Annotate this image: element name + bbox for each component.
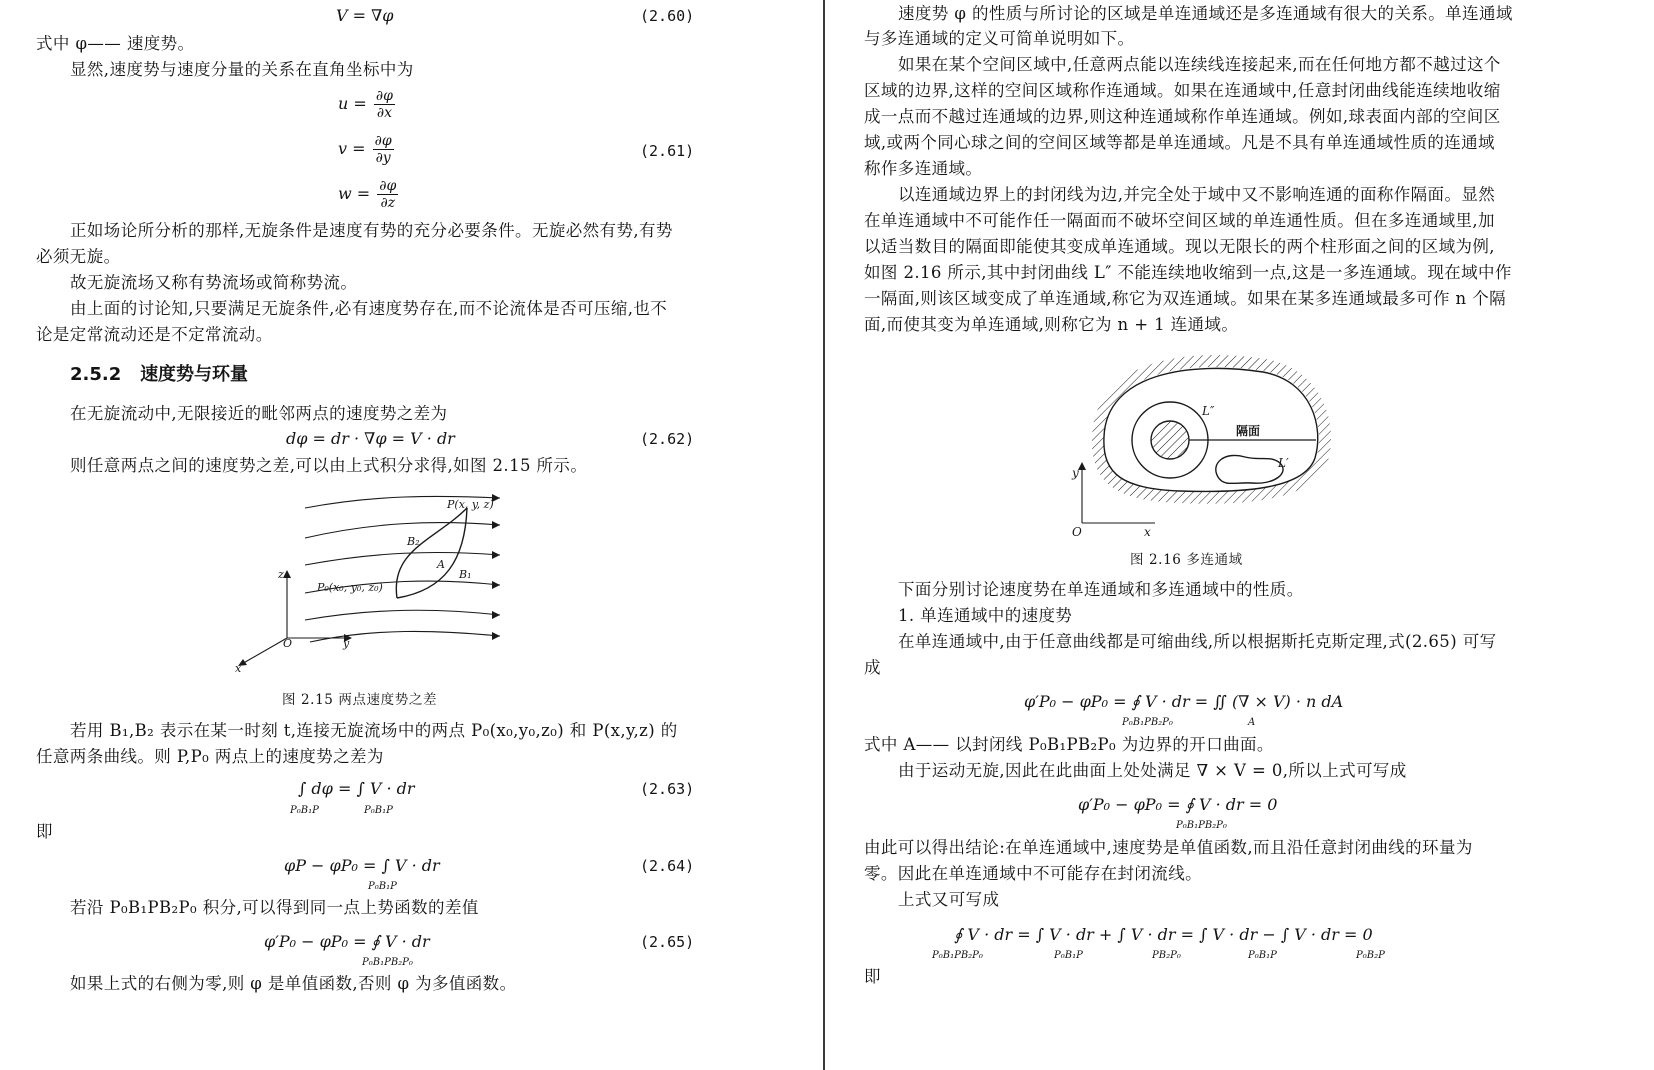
paragraph: 则任意两点之间的速度势之差,可以由上式积分求得,如图 2.15 所示。 <box>70 456 588 475</box>
x-axis <box>240 638 287 665</box>
paragraph: 若沿 P₀B₁PB₂P₀ 积分,可以得到同一点上势函数的差值 <box>70 898 479 917</box>
inner-cylinder <box>1151 421 1189 459</box>
section-number: 2.5.2 <box>70 364 122 385</box>
equation-w: w = $\frac{\partial\varphi}{\partial z}$ <box>338 178 397 211</box>
equation-2-65: φ′P₀ − φP₀ = ∮ V · dr <box>264 932 430 951</box>
section-title: 速度势与环量 <box>140 364 249 385</box>
paragraph: 成 <box>864 658 881 677</box>
equation-zero: φ′P₀ − φP₀ = ∮ V · dr = 0 <box>1078 795 1278 814</box>
subsection-heading: 1. 单连通域中的速度势 <box>898 606 1073 625</box>
outer-boundary <box>1104 368 1318 491</box>
paragraph: 域,或两个同心球之间的空间区域等都是单连通域。凡是不具有单连通域性质的连通域 <box>864 133 1495 152</box>
integral-limit: P₀B₂P <box>1356 950 1385 961</box>
label-b2: B₂ <box>407 535 420 548</box>
label-l1: L′ <box>1278 456 1289 470</box>
fraction: $\frac{\partial\varphi}{\partial x}$ <box>375 88 393 121</box>
label-y: y <box>343 637 350 650</box>
paragraph: 上式又可写成 <box>898 890 1000 909</box>
curve-l1 <box>1216 455 1283 483</box>
label-o: O <box>283 637 293 650</box>
integral-limit: P₀B₁P <box>1054 950 1083 961</box>
label-x: x <box>235 662 242 675</box>
integral-limit: P₀B₁P <box>364 805 393 816</box>
label-x: x <box>1144 525 1151 539</box>
paragraph: 以适当数目的隔面即能使其变成单连通域。现以无限长的两个柱形面之间的区域为例, <box>864 237 1495 256</box>
label-a: A <box>437 558 445 571</box>
outer-hatch <box>1098 361 1325 498</box>
integral-limit: P₀B₁PB₂P₀ <box>1176 820 1227 831</box>
label-barrier: 隔面 <box>1236 424 1261 438</box>
arrowhead <box>283 570 291 578</box>
section-heading <box>70 364 248 386</box>
paragraph: 以连通域边界上的封闭线为边,并完全处于域中又不影响连通的面称作隔面。显然 <box>898 185 1496 204</box>
streamline <box>305 523 500 538</box>
arrowhead <box>492 581 500 589</box>
figure-2-16 <box>1060 345 1340 540</box>
label-y: y <box>1072 466 1079 480</box>
right-page <box>828 0 1654 1070</box>
equation-2-62: dφ = dr · ∇φ = V · dr <box>286 429 455 448</box>
label-p0: P₀(x₀, y₀, z₀) <box>317 581 383 594</box>
fraction: $\frac{\partial\varphi}{\partial y}$ <box>374 133 392 166</box>
integral-limit: P₀B₁PB₂P₀ <box>362 957 413 968</box>
integral-limit: P₀B₁PB₂P₀ <box>1122 717 1173 728</box>
paragraph: 故无旋流场又称有势流场或简称势流。 <box>70 273 358 292</box>
equation-2-64: φP − φP₀ = ∫ V · dr <box>284 856 440 875</box>
label-z: z <box>278 568 284 581</box>
equation-number: (2.64) <box>640 857 695 875</box>
equation-last: ∮ V · dr = ∫ V · dr + ∫ V · dr = ∫ V · dr − ∫ V · dr = 0 <box>954 925 1373 944</box>
figure-caption: 图 2.16 多连通域 <box>1130 552 1243 568</box>
label-l2: L″ <box>1202 404 1215 418</box>
paragraph: 一隔面,则该区域变成了单连通域,称它为双连通域。如果在某多连通域最多可作 n 个隔 <box>864 289 1507 308</box>
integral-limit: P₀B₁P <box>290 805 319 816</box>
paragraph: 即 <box>864 967 881 986</box>
paragraph: 式中 φ—— 速度势。 <box>36 34 195 53</box>
arrowhead <box>492 521 500 529</box>
paragraph: 零。因此在单连通域中不可能存在封闭流线。 <box>864 864 1202 883</box>
arrowhead <box>492 611 500 619</box>
integral-limit: P₀B₁PB₂P₀ <box>932 950 983 961</box>
equation-stokes: φ′P₀ − φP₀ = ∮ V · dr = ∬ (∇ × V) · n dA <box>1024 692 1344 711</box>
paragraph: 下面分别讨论速度势在单连通域和多连通域中的性质。 <box>898 580 1304 599</box>
equation-u: u = $\frac{\partial\varphi}{\partial x}$ <box>338 88 393 121</box>
arrowhead <box>1078 462 1086 470</box>
paragraph: 由上面的讨论知,只要满足无旋条件,必有速度势存在,而不论流体是否可压缩,也不 <box>70 299 668 318</box>
left-page <box>0 0 820 1070</box>
streamline <box>305 610 500 620</box>
paragraph: 正如场论所分析的那样,无旋条件是速度有势的充分必要条件。无旋必然有势,有势 <box>70 221 673 240</box>
equation-number: (2.62) <box>640 430 695 448</box>
paragraph: 成一点而不越过连通域的边界,则这种连通域称作单连通域。例如,球表面内部的空间区 <box>864 107 1501 126</box>
paragraph: 由于运动无旋,因此在此曲面上处处满足 ∇ × V = 0,所以上式可写成 <box>898 761 1407 780</box>
paragraph: 面,而使其变为单连通域,则称它为 n + 1 连通域。 <box>864 315 1239 334</box>
arrowhead <box>492 632 500 640</box>
paragraph: 显然,速度势与速度分量的关系在直角坐标中为 <box>70 60 414 79</box>
integral-limit: P₀B₁P <box>1248 950 1277 961</box>
label-o: O <box>1072 525 1082 539</box>
equation-number: (2.60) <box>640 7 695 25</box>
equation-number: (2.65) <box>640 933 695 951</box>
paragraph: 式中 A—— 以封闭线 P₀B₁PB₂P₀ 为边界的开口曲面。 <box>864 735 1274 754</box>
equation-2-60: V = ∇φ <box>336 6 394 25</box>
paragraph: 如果上式的右侧为零,则 φ 是单值函数,否则 φ 为多值函数。 <box>70 974 517 993</box>
integral-limit: A <box>1248 717 1256 728</box>
paragraph: 任意两条曲线。则 P,P₀ 两点上的速度势之差为 <box>36 747 384 766</box>
integral-limit: PB₂P₀ <box>1152 950 1181 961</box>
paragraph: 与多连通域的定义可简单说明如下。 <box>864 29 1135 48</box>
paragraph: 若用 B₁,B₂ 表示在某一时刻 t,连接无旋流场中的两点 P₀(x₀,y₀,z₀) 和 P(x,y,z) 的 <box>70 721 678 740</box>
paragraph: 即 <box>36 822 53 841</box>
equation-2-63: ∫ dφ = ∫ V · dr <box>298 779 415 798</box>
paragraph: 如果在某个空间区域中,任意两点能以连续线连接起来,而在任何地方都不越过这个 <box>898 55 1501 74</box>
paragraph: 如图 2.16 所示,其中封闭曲线 L″ 不能连续地收缩到一点,这是一多连通域。现在域中作 <box>864 263 1512 282</box>
streamline <box>310 631 500 642</box>
label-p: P(x, y, z) <box>447 498 494 511</box>
equation-number: (2.63) <box>640 780 695 798</box>
arrowhead <box>492 551 500 559</box>
equation-number: (2.61) <box>640 142 695 160</box>
paragraph: 在单连通域中,由于任意曲线都是可缩曲线,所以根据斯托克斯定理,式(2.65) 可写 <box>898 632 1497 651</box>
equation-v: v = $\frac{\partial\varphi}{\partial y}$ <box>338 133 392 166</box>
paragraph: 速度势 φ 的性质与所讨论的区域是单连通域还是多连通域有很大的关系。单连通域 <box>898 4 1513 23</box>
paragraph: 区域的边界,这样的空间区域称作连通域。如果在连通域中,任意封闭曲线能连续地收缩 <box>864 81 1501 100</box>
figure-caption: 图 2.15 两点速度势之差 <box>282 692 438 708</box>
label-b1: B₁ <box>459 568 472 581</box>
fraction: $\frac{\partial\varphi}{\partial z}$ <box>379 178 397 211</box>
paragraph: 必须无旋。 <box>36 247 121 266</box>
paragraph: 由此可以得出结论:在单连通域中,速度势是单值函数,而且沿任意封闭曲线的环量为 <box>864 838 1473 857</box>
page-divider <box>823 0 825 1070</box>
integral-limit: P₀B₁P <box>368 881 397 892</box>
paragraph: 称作多连通域。 <box>864 159 983 178</box>
paragraph: 在单连通域中不可能作任一隔面而不破坏空间区域的单连通性质。但在多连通域里,加 <box>864 211 1495 230</box>
paragraph: 论是定常流动还是不定常流动。 <box>36 325 273 344</box>
figure-2-15 <box>225 490 525 675</box>
paragraph: 在无旋流动中,无限接近的毗邻两点的速度势之差为 <box>70 404 448 423</box>
